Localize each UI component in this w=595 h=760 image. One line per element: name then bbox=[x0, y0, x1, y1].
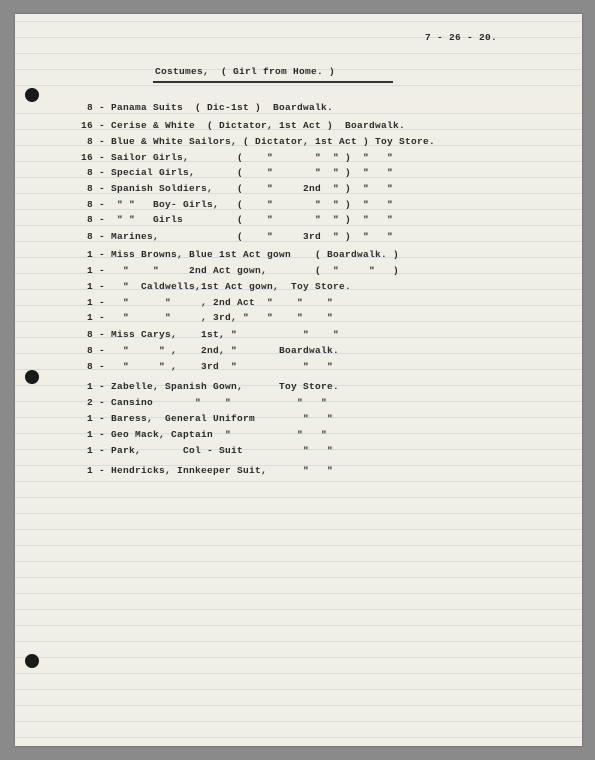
costume-row: 1 - Baress, General Uniform " " bbox=[75, 413, 334, 424]
costume-row: 8 - " " , 3rd " " " bbox=[75, 361, 334, 372]
document-title: Costumes, ( Girl from Home. ) bbox=[155, 66, 336, 77]
costume-row: 8 - Blue & White Sailors, ( Dictator, 1st Act ) Toy Store. bbox=[75, 136, 436, 147]
punch-hole bbox=[25, 370, 39, 384]
costume-row: 1 - " Caldwells,1st Act gown, Toy Store. bbox=[75, 281, 352, 292]
costume-row: 1 - Miss Browns, Blue 1st Act gown ( Boardwalk. ) bbox=[75, 249, 400, 260]
costume-row: 1 - " " , 2nd Act " " " bbox=[75, 297, 334, 308]
punch-hole bbox=[25, 88, 39, 102]
costume-row: 8 - " " , 2nd, " Boardwalk. bbox=[75, 345, 340, 356]
costume-row: 16 - Sailor Girls, ( " " " ) " " bbox=[75, 152, 394, 163]
title-underline bbox=[153, 81, 393, 83]
punch-hole bbox=[25, 654, 39, 668]
costume-row: 8 - Miss Carys, 1st, " " " bbox=[75, 329, 340, 340]
costume-row: 2 - Cansino " " " " bbox=[75, 397, 328, 408]
costume-row: 8 - " " Boy- Girls, ( " " " ) " " bbox=[75, 199, 394, 210]
costume-row: 1 - Geo Mack, Captain " " " bbox=[75, 429, 328, 440]
costume-row: 8 - Special Girls, ( " " " ) " " bbox=[75, 167, 394, 178]
costume-row: 8 - Spanish Soldiers, ( " 2nd " ) " " bbox=[75, 183, 394, 194]
costume-row: 8 - Marines, ( " 3rd " ) " " bbox=[75, 231, 394, 242]
costume-row: 1 - " " 2nd Act gown, ( " " ) bbox=[75, 265, 400, 276]
costume-row: 8 - Panama Suits ( Dic-1st ) Boardwalk. bbox=[75, 102, 334, 113]
document-date: 7 - 26 - 20. bbox=[425, 32, 498, 43]
costume-row: 1 - Hendricks, Innkeeper Suit, " " bbox=[75, 465, 334, 476]
costume-row: 1 - Park, Col - Suit " " bbox=[75, 445, 334, 456]
costume-row: 8 - " " Girls ( " " " ) " " bbox=[75, 214, 394, 225]
costume-row: 1 - Zabelle, Spanish Gown, Toy Store. bbox=[75, 381, 340, 392]
costume-row: 16 - Cerise & White ( Dictator, 1st Act ) Boardwalk. bbox=[75, 120, 406, 131]
costume-row: 1 - " " , 3rd, " " " " bbox=[75, 312, 334, 323]
paper-sheet bbox=[15, 14, 582, 746]
